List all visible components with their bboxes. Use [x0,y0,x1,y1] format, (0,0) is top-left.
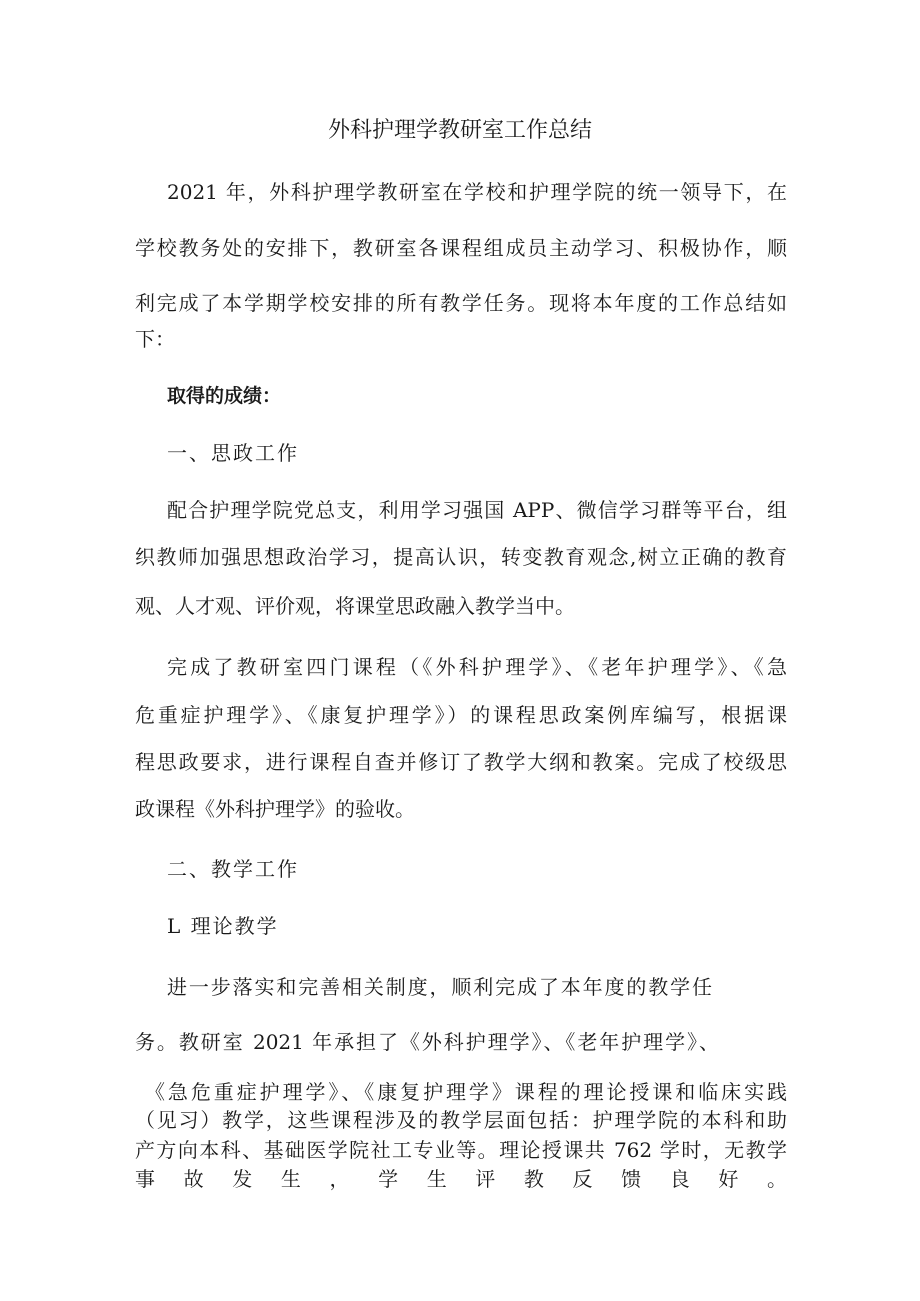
section-1-para-2-line-4: 政课程《外科护理学》的验收。 [135,797,415,821]
section-2-para-1-line-4: （见习）教学，这些课程涉及的教学层面包括：护理学院的本科和助 [135,1108,787,1132]
page-title: 外科护理学教研室工作总结 [327,118,592,143]
section-2-para-1-line-5: 产方向本科、基础医学院社工专业等。理论授课共 762 学时，无教学 [135,1138,787,1162]
section-1-para-2-line-1: 完成了教研室四门课程（《外科护理学》、《老年护理学》、《急 [167,655,787,679]
section-1-para-2-line-2: 危重症护理学》、《康复护理学》）的课程思政案例库编写，根据课 [135,703,787,727]
achievements-heading: 取得的成绩： [167,385,282,407]
section-1-para-1-line-3: 观、人才观、评价观，将课堂思政融入教学当中。 [135,594,575,618]
intro-line-1: 2021 年，外科护理学教研室在学校和护理学院的统一领导下，在 [167,180,787,204]
section-1-para-2-line-3: 程思政要求，进行课程自查并修订了教学大纲和教案。完成了校级思 [135,750,787,774]
section-2-para-1-line-6: 事故发生，学生评教反馈良好。 [135,1167,787,1191]
section-1-para-1-line-2: 织教师加强思想政治学习，提高认识，转变教育观念,树立正确的教育 [135,545,787,569]
section-1-title: 一、思政工作 [167,441,299,465]
intro-line-2: 学校教务处的安排下，教研室各课程组成员主动学习、积极协作，顺 [135,236,787,260]
section-2-para-1-line-2: 务。教研室 2021 年承担了《外科护理学》、《老年护理学》、 [135,1030,719,1054]
section-2-para-1-line-3: 《急危重症护理学》、《康复护理学》课程的理论授课和临床实践 [145,1080,787,1104]
section-2-subtitle: L 理论教学 [167,914,279,938]
intro-line-4: 下： [135,327,175,351]
intro-line-3: 利完成了本学期学校安排的所有教学任务。现将本年度的工作总结如 [135,291,787,315]
section-1-para-1-line-1: 配合护理学院党总支，利用学习强国 APP、微信学习群等平台，组 [167,498,787,522]
section-2-para-1-line-1: 进一步落实和完善相关制度，顺利完成了本年度的教学任 [167,975,712,999]
section-2-title: 二、教学工作 [167,857,299,881]
